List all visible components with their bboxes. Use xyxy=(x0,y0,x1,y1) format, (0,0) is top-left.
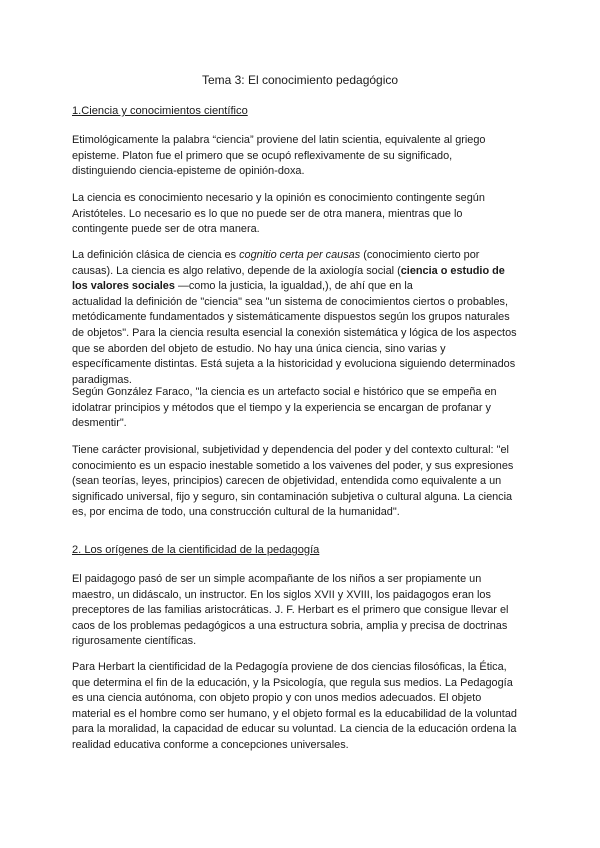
text-line: específicamente distintas. Está sujeta a la historicidad y evoluciona siguiendo determinados xyxy=(72,358,516,371)
text-line: contingente puede ser de otra manera. xyxy=(72,223,260,236)
s1-paragraph-2 xyxy=(72,191,532,238)
text-line xyxy=(72,248,532,264)
text-line: Tiene carácter provisional, subjetividad y dependencia del poder y del contexto cultural: "el xyxy=(72,444,509,456)
text-line: es una ciencia autónoma, con objeto propio y con unos medios adecuados. El objeto xyxy=(72,692,482,705)
text-line: (sean teorías, leyes, principios) carecen de objetividad, entendida como equivalente a un xyxy=(72,475,502,488)
s1-paragraph-4 xyxy=(72,385,532,432)
text-line: de objetos". Para la ciencia resulta esencial la conexión sistemática y lógica de los aspectos xyxy=(72,326,517,339)
text-line: Aristóteles. Lo necesario es lo que no puede ser de otra manera, mientras que lo xyxy=(72,207,463,220)
text-run: causas). La ciencia es algo relativo, depende de la axiología social ( xyxy=(72,264,401,277)
text-line: que se aborden del objeto de estudio. No hay una única ciencia, sino varias y xyxy=(72,342,446,355)
text-line: La ciencia es conocimiento necesario y la opinión es conocimiento contingente según xyxy=(72,192,485,204)
text-line xyxy=(72,264,532,280)
text-line: Etimológicamente la palabra “ciencia” proviene del latin scientia, equivalente al griego xyxy=(72,134,486,146)
text-line: es, por encima de todo, una construcción cultural de la humanidad". xyxy=(72,506,400,519)
text-run: (conocimiento cierto por xyxy=(360,249,480,261)
text-line: conocimiento es un espacio inestable sometido a los vaivenes del poder, y sus expresiones xyxy=(72,459,514,472)
s1-paragraph-5 xyxy=(72,443,532,521)
text-line: actualidad la definición de "ciencia" sea "un sistema de conocimientos ciertos o probables, xyxy=(72,295,508,308)
text-run: La definición clásica de ciencia es xyxy=(72,249,240,261)
text-line: que determina el fin de la educación, y la Psicología, que regula sus medios. La Pedagogía xyxy=(72,676,513,689)
text-run: —como la justicia, la igualdad,), de ahí que en la xyxy=(174,280,413,293)
text-line: Para Herbart la cientificidad de la Pedagogía proviene de dos ciencias filosóficas, la Ética, xyxy=(72,661,507,673)
text-line: episteme. Platon fue el primero que se ocupó reflexivamente de su significado, xyxy=(72,149,453,162)
text-line: caos de los problemas pedagógicos a una estructura sobria, amplia y precisa de doctrinas xyxy=(72,619,508,632)
bold-term: los valores sociales xyxy=(72,280,175,293)
italic-term: cognitio certa per causas xyxy=(239,249,361,261)
section-1-heading: 1.Ciencia y conocimientos científico xyxy=(72,105,248,117)
text-line: para la moralidad, la capacidad de educar su voluntad. La ciencia de la educación ordena la xyxy=(72,723,517,736)
s1-paragraph-1 xyxy=(72,133,532,180)
text-line: distinguiendo ciencia-episteme de opinión-doxa. xyxy=(72,165,305,178)
text-line: material es el hombre como ser humano, y el objeto formal es la educabilidad de la voluntad xyxy=(72,707,517,720)
s2-paragraph-1 xyxy=(72,572,532,650)
section-2-heading: 2. Los orígenes de la cientificidad de la pedagogía xyxy=(72,544,320,556)
text-line: significado universal, fijo y seguro, sin contaminación subjetiva o cultural alguna. La ciencia xyxy=(72,490,513,503)
text-line: rigurosamente científicas. xyxy=(72,635,197,648)
text-line: maestro, un didáscalo, un instructor. En los siglos XVII y XVIII, los paidagogos eran los xyxy=(72,588,491,601)
text-line xyxy=(72,279,532,295)
text-line: metódicamente fundamentados y sistemáticamente dispuestos según los grupos naturales xyxy=(72,311,510,324)
bold-term: ciencia o estudio de xyxy=(400,264,505,277)
s2-paragraph-2 xyxy=(72,660,532,754)
text-line: desmentir". xyxy=(72,417,127,430)
s1-paragraph-3 xyxy=(72,248,532,388)
text-line: idolatrar principios y métodos que el tiempo y la experiencia se encargan de profanar y xyxy=(72,401,491,414)
document-title: Tema 3: El conocimiento pedagógico xyxy=(201,73,399,87)
text-line: El paidagogo pasó de ser un simple acompañante de los niños a ser propiamente un xyxy=(72,573,482,585)
text-line: paradigmas. xyxy=(72,373,132,386)
text-line: preceptores de las familias aristocráticas. J. F. Herbart es el primero que consigue llevar el xyxy=(72,604,509,617)
text-line: realidad educativa conforme a concepciones universales. xyxy=(72,738,349,751)
text-line: Según González Faraco, "la ciencia es un artefacto social e histórico que se empeña en xyxy=(72,386,497,398)
